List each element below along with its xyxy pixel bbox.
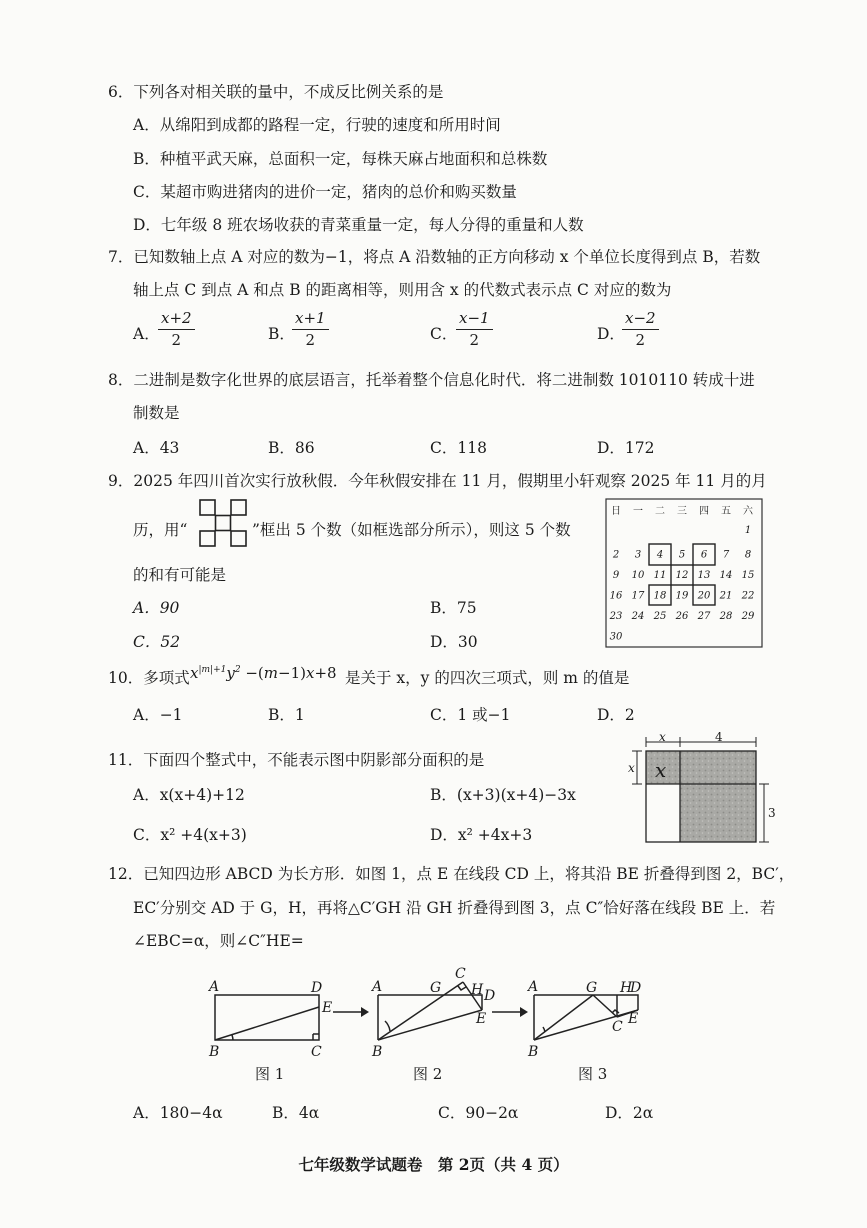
q12-stem-line3: ∠EBC=α，则∠C″HE=: [133, 932, 304, 950]
q7-option-a-numerator: x+2: [158, 310, 195, 330]
q11-option-b: B．(x+3)(x+4)−3x: [430, 786, 576, 804]
fig3-caption: 图 3: [578, 1065, 608, 1083]
calendar-day: 23: [609, 611, 623, 622]
calendar-day: 22: [741, 590, 755, 602]
calendar-figure: [605, 498, 763, 648]
calendar-weekday: 三: [677, 506, 687, 517]
q11-option-c: C．x² +4(x+3): [133, 826, 247, 844]
calendar-day: 27: [697, 611, 711, 622]
calendar-weekday: 一: [633, 506, 643, 517]
fig1-label-d: D: [311, 980, 323, 996]
fig3-label-e: E: [628, 1011, 639, 1027]
q10-number: 10．多项式: [108, 669, 190, 687]
q8-stem-line1: 8．二进制是数字化世界的底层语言，托举着整个信息化时代．将二进制数 1010110 转成十进: [108, 371, 755, 389]
figure-1: [205, 975, 335, 1085]
calendar-day: 6: [700, 549, 708, 561]
fig1-label-c: C: [311, 1044, 322, 1060]
calendar-day: 7: [722, 549, 730, 561]
calendar-day: 15: [741, 570, 755, 581]
q7-option-a-denominator: 2: [171, 331, 182, 349]
calendar-day: 12: [675, 570, 689, 581]
label-x-top: x: [659, 730, 666, 744]
cross-frame-icon: [198, 498, 250, 550]
q8-stem-line2: 制数是: [133, 404, 180, 422]
fig2-label-g: G: [430, 980, 442, 996]
q7-option-c-numerator: x−1: [456, 310, 493, 330]
calendar-day: 13: [697, 570, 711, 581]
q7-option-d-denominator: 2: [635, 331, 646, 349]
fig3-label-d: D: [630, 980, 642, 996]
fig2-label-e: E: [476, 1011, 487, 1027]
fig2-label-c: C: [455, 966, 466, 982]
q7-option-c-letter: C．: [430, 325, 458, 343]
calendar-day: 24: [631, 611, 645, 622]
calendar-weekday: 四: [699, 506, 709, 517]
q12-option-a: A．180−4α: [133, 1104, 223, 1122]
fig2-label-h: H: [471, 982, 484, 998]
q11-stem: 11．下面四个整式中，不能表示图中阴影部分面积的是: [108, 751, 485, 769]
fig2-label-b: B: [372, 1044, 383, 1060]
page-footer: 七年级数学试题卷 第 2页（共 4 页）: [298, 1155, 569, 1174]
area-figure: [626, 730, 776, 845]
calendar-day: 17: [631, 590, 645, 602]
calendar-weekday: 二: [655, 506, 665, 517]
q12-option-c: C．90−2α: [438, 1104, 519, 1122]
calendar-day: 3: [634, 549, 642, 561]
q7-option-b-letter: B．: [268, 325, 295, 343]
calendar-weekday: 五: [721, 506, 731, 517]
arrow-icon: [333, 1005, 371, 1019]
figure-2: [368, 965, 508, 1085]
fig3-label-a: A: [528, 979, 539, 995]
q8-option-d: D．172: [597, 439, 655, 457]
calendar-day: 26: [675, 611, 689, 622]
q12-stem-line2: EC′分别交 AD 于 G，H，再将△C′GH 沿 GH 折叠得到图 3，点 C″恰好落在线段 BE 上．若: [133, 899, 776, 917]
q7-option-c-fraction: [456, 310, 493, 349]
fig1-caption: 图 1: [255, 1065, 285, 1083]
q7-option-b-fraction: [292, 310, 329, 349]
q7-option-a-fraction: [158, 310, 195, 349]
shaded-top-right: [680, 751, 756, 784]
calendar-day: 18: [653, 590, 667, 602]
q6-option-d: D．七年级 8 班农场收获的青菜重量一定，每人分得的重量和人数: [133, 216, 584, 234]
calendar-day: 8: [744, 549, 752, 561]
q12-stem-line1: 12．已知四边形 ABCD 为长方形．如图 1，点 E 在线段 CD 上，将其沿 BE 折叠得到图 2，BC′，: [108, 865, 795, 883]
fig2-label-d: D: [484, 988, 496, 1004]
q11-option-a: A．x(x+4)+12: [133, 786, 245, 804]
q9-option-a: A．90: [133, 599, 180, 617]
fig1-label-b: B: [209, 1044, 220, 1060]
q9-stem-line2-post: ”框出 5 个数（如框选部分所示），则这 5 个数: [252, 521, 571, 539]
calendar-day: 1: [744, 525, 752, 536]
shaded-bottom-right: [680, 784, 756, 842]
q9-option-d: D．30: [430, 633, 478, 651]
label-four: 4: [715, 730, 723, 744]
q10-expression: $x^{|m|+1}y^2 -(m-1)x+8$: [190, 664, 337, 682]
calendar-day: 28: [719, 611, 733, 622]
fig3-label-g: G: [586, 980, 598, 996]
q6-option-c: C．某超市购进猪肉的进价一定，猪肉的总价和购买数量: [133, 183, 517, 201]
label-x-left: x: [628, 761, 635, 775]
fig2-label-a: A: [372, 979, 383, 995]
q6-option-b: B．种植平武天麻，总面积一定，每株天麻占地面积和总株数: [133, 150, 548, 168]
calendar-day: 30: [609, 631, 623, 643]
q9-option-b: B．75: [430, 599, 477, 617]
q10-option-c: C．1 或−1: [430, 706, 511, 724]
figure-3: [524, 975, 664, 1085]
q9-stem-line2-pre: 历，用“: [133, 521, 188, 539]
calendar-day: 9: [612, 570, 620, 581]
q7-stem-line1: 7．已知数轴上点 A 对应的数为−1，将点 A 沿数轴的正方向移动 x 个单位长度得到点 B，若数: [108, 248, 761, 266]
calendar-weekday: 日: [611, 506, 621, 517]
calendar-day: 2: [612, 549, 620, 561]
fig3-label-c: C: [612, 1019, 623, 1035]
q9-stem-line1: 9．2025 年四川首次实行放秋假．今年秋假安排在 11 月，假期里小轩观察 2025 年 11 月的月: [108, 472, 767, 490]
fig1-label-e: E: [322, 1000, 333, 1016]
fig1-label-a: A: [209, 979, 220, 995]
q6-stem: 6．下列各对相关联的量中，不成反比例关系的是: [108, 83, 444, 101]
calendar-day: 29: [741, 611, 755, 622]
q8-option-c: C．118: [430, 439, 487, 457]
calendar-day: 4: [656, 549, 664, 561]
q7-option-d-fraction: [622, 310, 659, 349]
calendar-day: 19: [675, 590, 689, 602]
q10-option-d: D．2: [597, 706, 635, 724]
q9-stem-line3: 的和有可能是: [133, 566, 227, 584]
fig3-label-h: H: [620, 980, 633, 996]
q7-option-b-denominator: 2: [305, 331, 316, 349]
q7-option-d-letter: D．: [597, 325, 625, 343]
q12-option-d: D．2α: [605, 1104, 654, 1122]
calendar-day: 21: [719, 590, 733, 602]
label-three: 3: [768, 806, 776, 820]
calendar-day: 14: [719, 570, 733, 581]
q8-option-b: B．86: [268, 439, 315, 457]
label-x-inner: x: [655, 758, 667, 782]
calendar-day: 25: [653, 611, 667, 622]
calendar-day: 5: [678, 549, 686, 561]
q11-option-d: D．x² +4x+3: [430, 826, 533, 844]
q10-rest: 是关于 x，y 的四次三项式，则 m 的值是: [345, 669, 630, 687]
calendar-day: 11: [653, 570, 667, 581]
q12-option-b: B．4α: [272, 1104, 320, 1122]
q7-option-b-numerator: x+1: [292, 310, 329, 330]
q8-option-a: A．43: [133, 439, 180, 457]
calendar-day: 16: [609, 590, 623, 602]
q7-option-c-denominator: 2: [469, 331, 480, 349]
q7-option-a-letter: A．: [133, 325, 160, 343]
fig3-label-b: B: [528, 1044, 539, 1060]
q10-option-a: A．−1: [133, 706, 183, 724]
fig2-caption: 图 2: [413, 1065, 443, 1083]
calendar-day: 20: [697, 590, 711, 602]
calendar-day: 10: [631, 570, 645, 581]
q9-option-c: C．52: [133, 633, 181, 651]
q10-option-b: B．1: [268, 706, 305, 724]
q6-option-a: A．从绵阳到成都的路程一定，行驶的速度和所用时间: [133, 116, 501, 134]
q7-stem-line2: 轴上点 C 到点 A 和点 B 的距离相等，则用含 x 的代数式表示点 C 对应的数为: [133, 281, 672, 299]
q7-option-d-numerator: x−2: [622, 310, 659, 330]
calendar-weekday: 六: [743, 506, 753, 517]
